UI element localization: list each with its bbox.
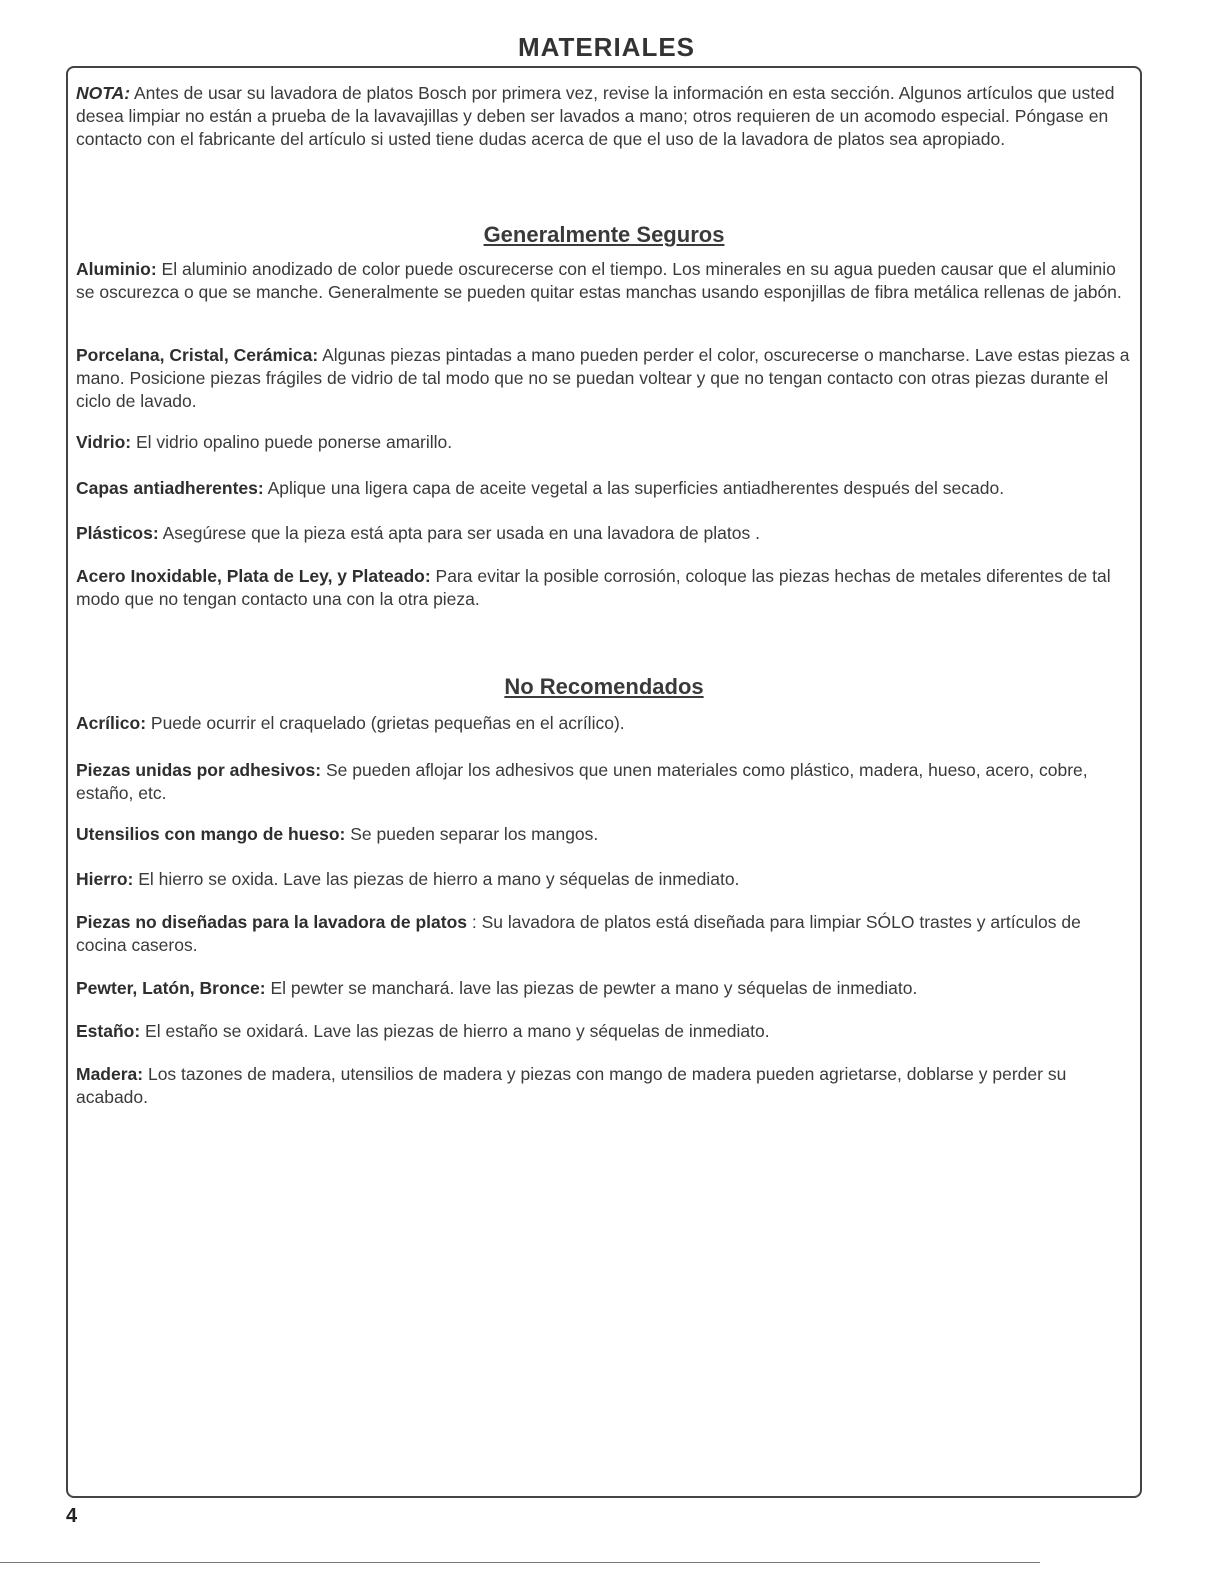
material-description: Los tazones de madera, utensilios de madera y piezas con mango de madera pueden agrietarse, doblarse y perder su acabado. bbox=[76, 1064, 1067, 1107]
page-title: MATERIALES bbox=[517, 32, 696, 62]
section-heading-not-recommended: No Recomendados bbox=[504, 674, 704, 699]
note-text: Antes de usar su lavadora de platos Bosch por primera vez, revise la información en esta sección. Algunos artículos que usted desea limpiar no están a prueba de la lavavajillas y deben ser lavados a mano; otros requieren de un acomodo especial. Póngase en contacto con el fabricante del artículo si usted tiene dudas acerca de que el uso de la lavadora de platos sea apropiado. bbox=[76, 83, 1115, 149]
material-description: El estaño se oxidará. Lave las piezas de hierro a mano y séquelas de inmediato. bbox=[140, 1021, 770, 1041]
material-description: El hierro se oxida. Lave las piezas de hierro a mano y séquelas de inmediato. bbox=[133, 869, 740, 889]
material-description: Para evitar la posible corrosión, coloque las piezas hechas de metales diferentes de tal modo que no tengan contacto una con la otra pieza. bbox=[76, 566, 1111, 609]
material-term: Aluminio: bbox=[76, 259, 157, 279]
material-description: Asegúrese que la pieza está apta para ser usada en una lavadora de platos . bbox=[158, 523, 760, 543]
material-term: Vidrio: bbox=[76, 432, 132, 452]
material-item-hierro bbox=[76, 868, 1136, 891]
material-term: Acero Inoxidable, Plata de Ley, y Plateado: bbox=[76, 566, 431, 586]
material-term: Piezas unidas por adhesivos: bbox=[76, 760, 322, 780]
material-item-vidrio bbox=[76, 431, 1136, 454]
material-item-piezas-adhesivos bbox=[76, 759, 1136, 805]
material-term: Madera: bbox=[76, 1064, 144, 1084]
material-term: Porcelana, Cristal, Cerámica: bbox=[76, 345, 319, 365]
material-item-mango-hueso bbox=[76, 823, 1136, 846]
material-item-acero-inoxidable bbox=[76, 565, 1136, 611]
material-term: Acrílico: bbox=[76, 713, 147, 733]
material-description: Se pueden separar los mangos. bbox=[345, 824, 599, 844]
material-term: Piezas no diseñadas para la lavadora de platos bbox=[76, 912, 467, 932]
material-item-estano bbox=[76, 1020, 1136, 1043]
material-description: El aluminio anodizado de color puede oscurecerse con el tiempo. Los minerales en su agua pueden causar que el aluminio se oscurezca o que se manche. Generalmente se pueden quitar estas manchas usando esponjillas de fibra metálica rellenas de jabón. bbox=[76, 259, 1122, 302]
material-description: Puede ocurrir el craquelado (grietas pequeñas en el acrílico). bbox=[146, 713, 625, 733]
note-label: NOTA: bbox=[76, 83, 131, 103]
material-item-madera bbox=[76, 1063, 1136, 1109]
material-term: Estaño: bbox=[76, 1021, 141, 1041]
material-item-plasticos bbox=[76, 522, 1136, 545]
material-item-capas-antiadherentes bbox=[76, 477, 1136, 500]
material-description: : Su lavadora de platos está diseñada para limpiar SÓLO trastes y artículos de cocina caseros. bbox=[76, 912, 1081, 955]
material-item-porcelana bbox=[76, 344, 1136, 413]
material-item-pewter bbox=[76, 977, 1136, 1000]
bottom-divider bbox=[0, 1562, 1040, 1563]
material-item-aluminio bbox=[76, 258, 1136, 304]
material-term: Plásticos: bbox=[76, 523, 159, 543]
material-description: Se pueden aflojar los adhesivos que unen materiales como plástico, madera, hueso, acero, cobre, estaño, etc. bbox=[76, 760, 1088, 803]
material-description: Algunas piezas pintadas a mano pueden perder el color, oscurecerse o mancharse. Lave estas piezas a mano. Posicione piezas frágiles de vidrio de tal modo que no se puedan voltear y que no tengan contacto con otras piezas durante el ciclo de lavado. bbox=[76, 345, 1130, 411]
material-term: Pewter, Latón, Bronce: bbox=[76, 978, 266, 998]
material-description: El vidrio opalino puede ponerse amarillo. bbox=[131, 432, 453, 452]
material-description: Aplique una ligera capa de aceite vegetal a las superficies antiadherentes después del secado. bbox=[263, 478, 1005, 498]
material-item-piezas-no-disenadas bbox=[76, 911, 1136, 957]
material-item-acrilico bbox=[76, 712, 1136, 735]
material-term: Hierro: bbox=[76, 869, 134, 889]
material-term: Utensilios con mango de hueso: bbox=[76, 824, 346, 844]
section-heading-safe: Generalmente Seguros bbox=[483, 222, 725, 247]
material-description: El pewter se manchará. lave las piezas de pewter a mano y séquelas de inmediato. bbox=[265, 978, 918, 998]
page-number: 4 bbox=[66, 1505, 78, 1527]
material-term: Capas antiadherentes: bbox=[76, 478, 264, 498]
note-paragraph bbox=[76, 82, 1136, 151]
